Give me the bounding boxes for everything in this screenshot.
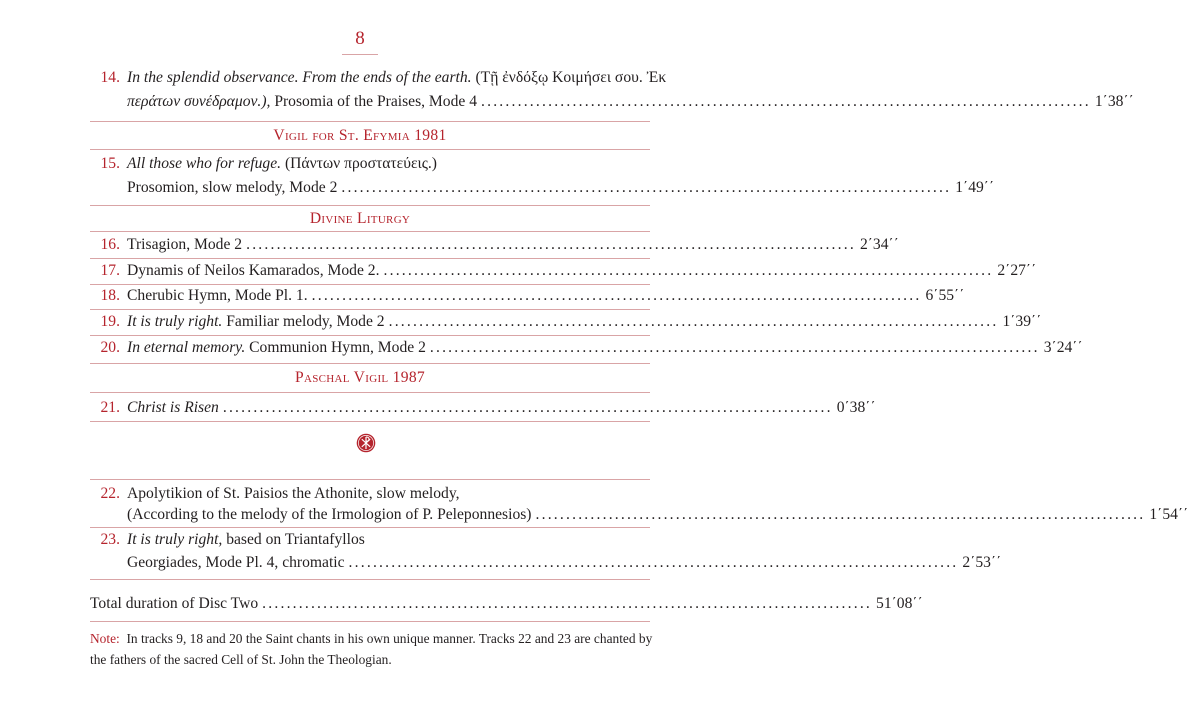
- track-title-italic: In the splendid observance. From the ends of the earth.: [127, 69, 472, 86]
- track-greek-title: (Τῇ ἐνδόξῳ Κοιμήσει σου. Ἐκ: [475, 69, 667, 86]
- total-duration-row: [0, 592, 923, 616]
- note-label: Note:: [90, 631, 120, 646]
- track-number: 14.: [100, 69, 120, 86]
- track-title: Dynamis of Neilos Kamarados, Mode 2.: [127, 262, 380, 279]
- track-23-line-1: [0, 528, 720, 552]
- divider: [90, 421, 650, 422]
- leader-dots: ....................................................................................................: [341, 179, 952, 196]
- track-23-line-2: [0, 551, 1002, 575]
- track-number: 19.: [100, 313, 120, 330]
- chi-rho-icon: [356, 433, 376, 453]
- leader-dots: ....................................................................................................: [535, 506, 1146, 523]
- leader-dots: ....................................................................................................: [348, 554, 959, 571]
- track-greek-title: (Πάντων προστατεύεις.): [284, 155, 437, 172]
- leader-dots: ....................................................................................................: [311, 287, 922, 304]
- track-16: [0, 233, 899, 257]
- leader-dots: ....................................................................................................: [262, 595, 873, 612]
- total-label: Total duration of Disc Two: [90, 595, 259, 612]
- track-duration: 2΄27΄΄: [997, 262, 1037, 279]
- divider: [90, 392, 650, 393]
- page-number-rule: [342, 54, 378, 55]
- track-number: 16.: [100, 236, 120, 253]
- track-description: Communion Hymn, Mode 2: [249, 339, 426, 356]
- track-duration: 0΄38΄΄: [836, 399, 876, 416]
- track-title: Cherubic Hymn, Mode Pl. 1.: [127, 287, 308, 304]
- track-description: Prosomia of the Praises, Mode 4: [274, 93, 478, 110]
- track-duration: 1΄49΄΄: [955, 179, 995, 196]
- total-duration: 51΄08΄΄: [876, 595, 923, 612]
- track-14-line-2: [0, 90, 1134, 114]
- track-duration: 2΄34΄΄: [859, 236, 899, 253]
- track-21: [0, 396, 876, 420]
- leader-dots: ....................................................................................................: [429, 339, 1040, 356]
- track-15-line-2: [0, 176, 995, 200]
- track-title-italic: Christ is Risen: [127, 399, 219, 416]
- section-heading-paschal-vigil: Paschal Vigil 1987: [294, 369, 426, 386]
- track-title-italic: In eternal memory.: [127, 339, 246, 356]
- track-title: Trisagion, Mode 2: [127, 236, 243, 253]
- track-18: [0, 284, 965, 308]
- track-number: 15.: [100, 155, 120, 172]
- page-number: 8: [355, 28, 365, 49]
- track-duration: 1΄39΄΄: [1002, 313, 1042, 330]
- track-duration: 1΄38΄΄: [1094, 93, 1134, 110]
- track-duration: 3΄24΄΄: [1043, 339, 1083, 356]
- track-duration: 1΄54΄΄: [1149, 506, 1188, 523]
- track-description: Prosomion, slow melody, Mode 2: [127, 179, 338, 196]
- track-17: [0, 259, 1037, 283]
- divider: [90, 479, 650, 480]
- leader-dots: ....................................................................................................: [383, 262, 994, 279]
- divider: [90, 579, 650, 580]
- track-number: 17.: [100, 262, 120, 279]
- divider: [90, 621, 650, 622]
- divider: [90, 149, 650, 150]
- section-heading-divine-liturgy: Divine Liturgy: [309, 210, 411, 227]
- footnote: [90, 628, 660, 670]
- divider: [90, 363, 650, 364]
- track-title-italic: It is truly right,: [127, 531, 223, 548]
- track-number: 23.: [100, 531, 120, 548]
- divider: [90, 231, 650, 232]
- track-title: Apolytikion of St. Paisios the Athonite, slow melody,: [127, 485, 460, 502]
- track-description: based on Triantafyllos: [226, 531, 365, 548]
- track-22-line-2: [0, 503, 1188, 527]
- track-15-line-1: [0, 152, 720, 176]
- track-20: [0, 336, 1083, 360]
- track-title-italic: All those who for refuge.: [127, 155, 282, 172]
- leader-dots: ....................................................................................................: [481, 93, 1091, 110]
- leader-dots: ....................................................................................................: [388, 313, 999, 330]
- track-title-italic: It is truly right.: [127, 313, 223, 330]
- track-description: Georgiades, Mode Pl. 4, chromatic: [127, 554, 345, 571]
- section-heading-vigil-efymia: Vigil for St. Efymia 1981: [273, 127, 447, 144]
- track-number: 21.: [100, 399, 120, 416]
- track-duration: 2΄53΄΄: [962, 554, 1002, 571]
- divider: [90, 121, 650, 122]
- divider: [90, 205, 650, 206]
- leader-dots: ....................................................................................................: [246, 236, 856, 253]
- track-19: [0, 310, 1042, 334]
- track-duration: 6΄55΄΄: [925, 287, 965, 304]
- track-description: Familiar melody, Mode 2: [226, 313, 385, 330]
- track-number: 18.: [100, 287, 120, 304]
- track-number: 20.: [100, 339, 120, 356]
- track-greek-italic: περάτων συνέδραμον.),: [127, 93, 271, 110]
- leader-dots: ....................................................................................................: [222, 399, 833, 416]
- track-14-line-1: [0, 66, 720, 90]
- track-number: 22.: [100, 485, 120, 502]
- track-description: (According to the melody of the Irmologion of P. Peleponnesios): [127, 506, 532, 523]
- note-text: In tracks 9, 18 and 20 the Saint chants in his own unique manner. Tracks 22 and 23 are chanted by the fathers of the sacred Cell of St. John the Theologian.: [90, 631, 653, 667]
